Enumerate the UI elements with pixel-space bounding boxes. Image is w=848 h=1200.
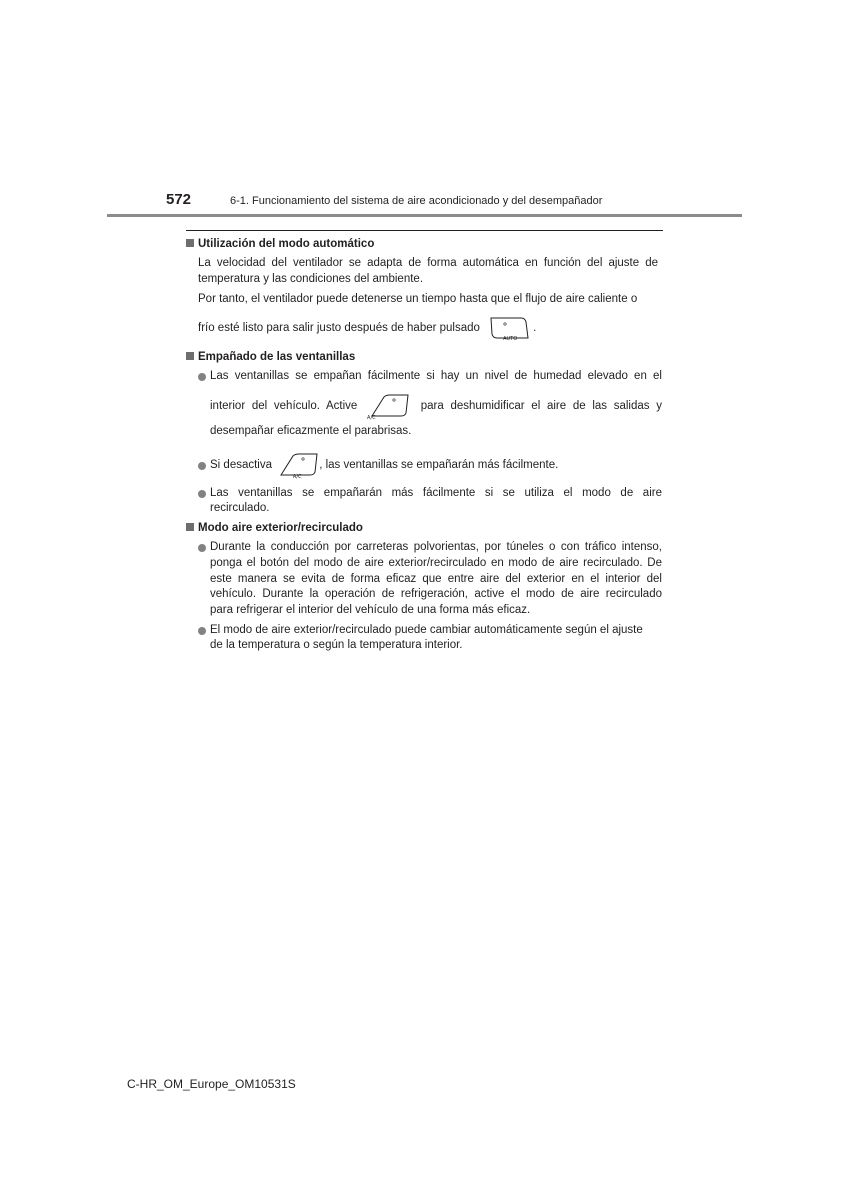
bullet-line: Las ventanillas se empañarán más fácilmente si se utiliza el modo de aire <box>210 487 662 499</box>
paragraph-text: . <box>533 322 537 335</box>
ac-button-label: A/C <box>292 474 302 480</box>
square-bullet-icon <box>186 523 194 531</box>
auto-button-label: AUTO <box>503 336 518 342</box>
section-heading-fogging <box>186 350 355 365</box>
bullet-line: de la temperatura o según la temperatura interior. <box>210 639 463 651</box>
bullet-line: Durante la conducción por carreteras polvorientas, por túneles o con tráfico intenso, <box>210 541 662 553</box>
bullet-line: vehículo. Durante la operación de refrigeración, active el modo de aire recirculado <box>210 588 662 600</box>
circle-bullet-icon <box>198 544 206 552</box>
paragraph-text: , las ventanillas se empañarán más fácilmente. <box>319 459 559 472</box>
header-divider <box>107 214 742 217</box>
section-heading-text: Modo aire exterior/recirculado <box>198 522 363 534</box>
paragraph-line: temperatura y las condiciones del ambiente. <box>198 273 424 285</box>
square-bullet-icon <box>186 352 194 360</box>
bullet-line-with-button <box>210 393 662 419</box>
paragraph-text: frío esté listo para salir justo después de haber pulsado <box>198 322 480 335</box>
chapter-title: 6-1. Funcionamiento del sistema de aire acondicionado y del desempañador <box>230 195 603 207</box>
circle-bullet-icon <box>198 627 206 635</box>
bullet-line: desempañar eficazmente el parabrisas. <box>210 425 412 437</box>
bullet-line: para refrigerar el interior del vehículo de una forma más eficaz. <box>210 604 531 616</box>
document-code: C-HR_OM_Europe_OM10531S <box>127 1077 296 1091</box>
circle-bullet-icon <box>198 490 206 498</box>
circle-bullet-icon <box>198 462 206 470</box>
paragraph-line: Por tanto, el ventilador puede detenerse un tiempo hasta que el flujo de aire caliente o <box>198 293 638 305</box>
square-bullet-icon <box>186 239 194 247</box>
bullet-line: ponga el botón del modo de aire exterior/recirculado en modo de aire recirculado. De <box>210 557 662 569</box>
section-heading-text: Utilización del modo automático <box>198 238 375 250</box>
bullet-line: Las ventanillas se empañan fácilmente si hay un nivel de humedad elevado en el <box>210 370 662 382</box>
paragraph-text: interior del vehículo. Active <box>210 400 358 413</box>
bullet-line: recirculado. <box>210 502 270 514</box>
section-heading-air-mode <box>186 521 363 536</box>
section-heading-text: Empañado de las ventanillas <box>198 351 356 363</box>
page-number: 572 <box>166 191 192 208</box>
auto-button-icon <box>487 315 529 341</box>
bullet-line: este manera se evita de forma eficaz que entre aire del exterior en el interior del <box>210 573 662 585</box>
ac-button-icon <box>277 452 319 478</box>
section-divider <box>186 230 663 231</box>
section-heading-auto-mode <box>186 237 374 252</box>
bullet-line-with-button <box>210 452 558 478</box>
ac-button-icon <box>368 393 410 419</box>
bullet-line: El modo de aire exterior/recirculado puede cambiar automáticamente según el ajuste <box>210 624 643 636</box>
paragraph-line: La velocidad del ventilador se adapta de forma automática en función del ajuste de <box>198 257 658 269</box>
circle-bullet-icon <box>198 373 206 381</box>
paragraph-text: para deshumidificar el aire de las salidas y <box>420 400 662 413</box>
paragraph-line-with-button <box>198 315 536 341</box>
ac-button-label: A/C <box>367 415 376 421</box>
paragraph-text: Si desactiva <box>210 459 273 472</box>
